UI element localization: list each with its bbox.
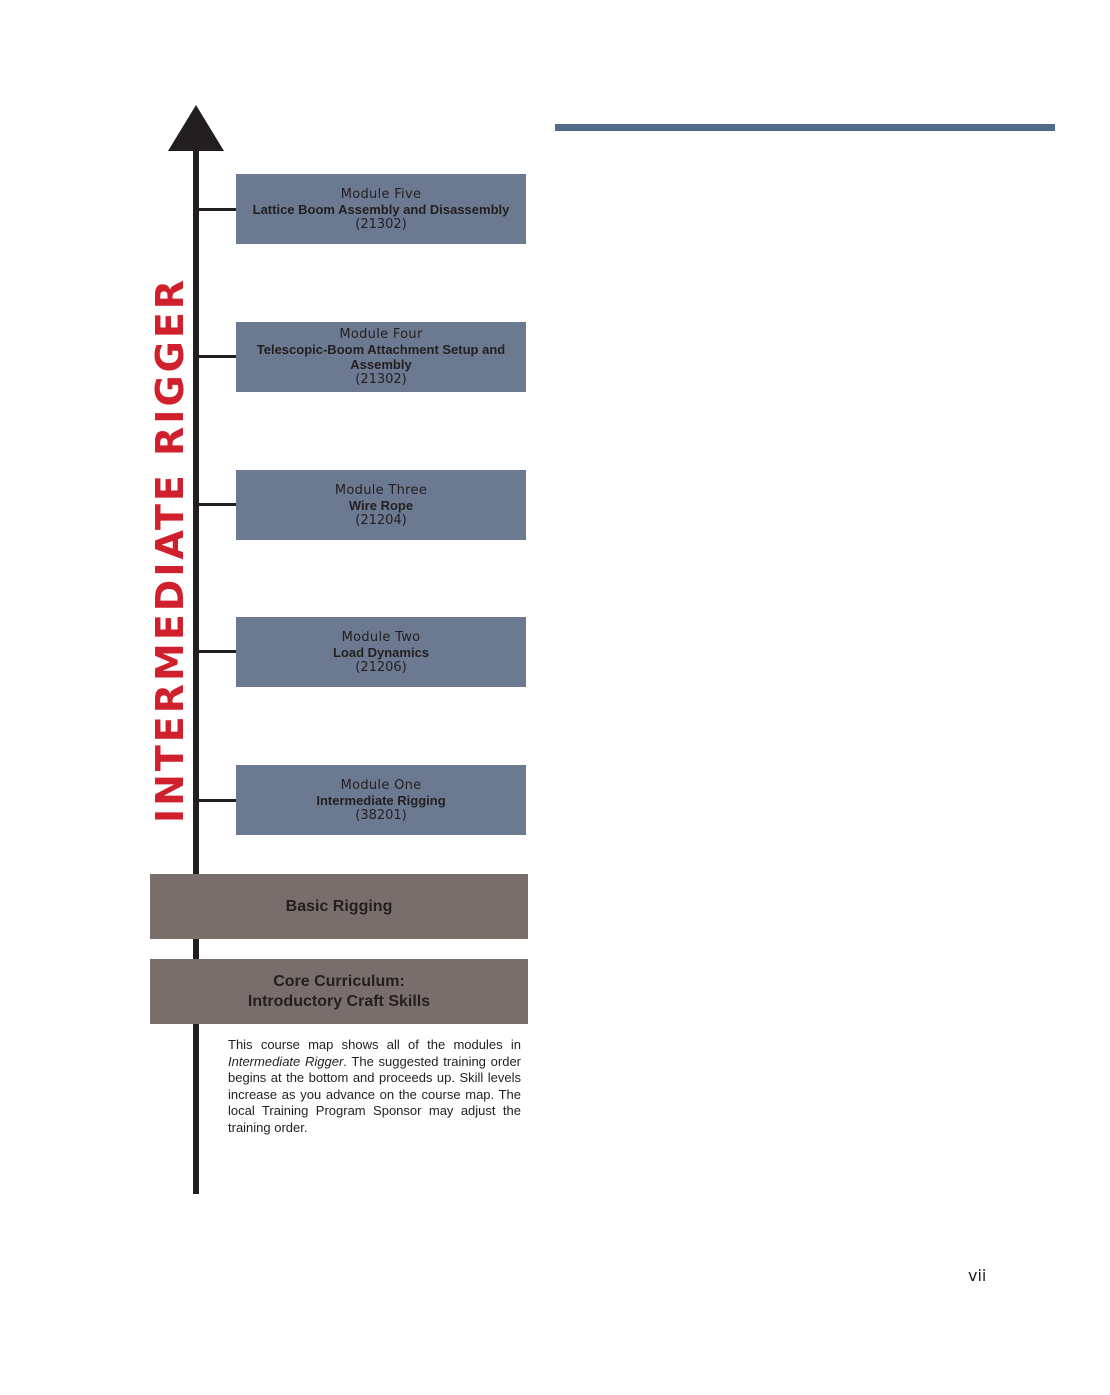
module-four-box	[236, 322, 526, 392]
module-title: Lattice Boom Assembly and Disassembly	[252, 201, 510, 217]
module-connector	[196, 208, 236, 211]
module-number: Module One	[340, 777, 422, 793]
header-rule	[555, 124, 1055, 131]
module-three-box	[236, 470, 526, 540]
description-text-end: . The suggested training order begins at the bottom and proceeds up. Skill levels increase as you advance on the course map. The local Training Program Sponsor may adjust the training order.	[228, 1053, 521, 1135]
module-title: Load Dynamics	[332, 644, 430, 660]
module-connector	[196, 799, 236, 802]
module-title: Telescopic-Boom Attachment Setup and Assembly	[256, 342, 506, 372]
description-course-name: Intermediate Rigger	[228, 1053, 344, 1069]
basic-rigging-box	[150, 874, 528, 939]
course-title	[143, 269, 197, 831]
module-code: (21204)	[355, 512, 407, 528]
module-number: Module Four	[339, 327, 423, 342]
module-code: (21302)	[355, 372, 407, 387]
core-curriculum-line1: Core Curriculum:	[273, 972, 405, 990]
module-one-box	[236, 765, 526, 835]
module-number: Module Five	[340, 186, 422, 202]
course-map-description	[228, 1037, 521, 1136]
description-text-start: This course map shows all of the modules in	[228, 1037, 521, 1052]
module-code: (38201)	[355, 807, 407, 823]
module-title: Wire Rope	[348, 497, 414, 513]
module-number: Module Two	[341, 629, 421, 645]
module-code: (21206)	[355, 659, 407, 675]
module-title: Intermediate Rigging	[316, 792, 446, 808]
module-connector	[196, 503, 236, 506]
module-code: (21302)	[355, 216, 407, 232]
progression-arrow-icon	[168, 105, 224, 151]
page-number: vii	[968, 1266, 987, 1285]
course-title-text: INTERMEDIATE RIGGER	[148, 276, 193, 824]
core-curriculum-box	[150, 959, 528, 1024]
module-connector	[196, 355, 236, 358]
basic-rigging-label: Basic Rigging	[285, 897, 393, 915]
module-connector	[196, 650, 236, 653]
module-two-box	[236, 617, 526, 687]
core-curriculum-line2: Introductory Craft Skills	[247, 992, 431, 1010]
module-number: Module Three	[334, 482, 428, 498]
module-five-box	[236, 174, 526, 244]
